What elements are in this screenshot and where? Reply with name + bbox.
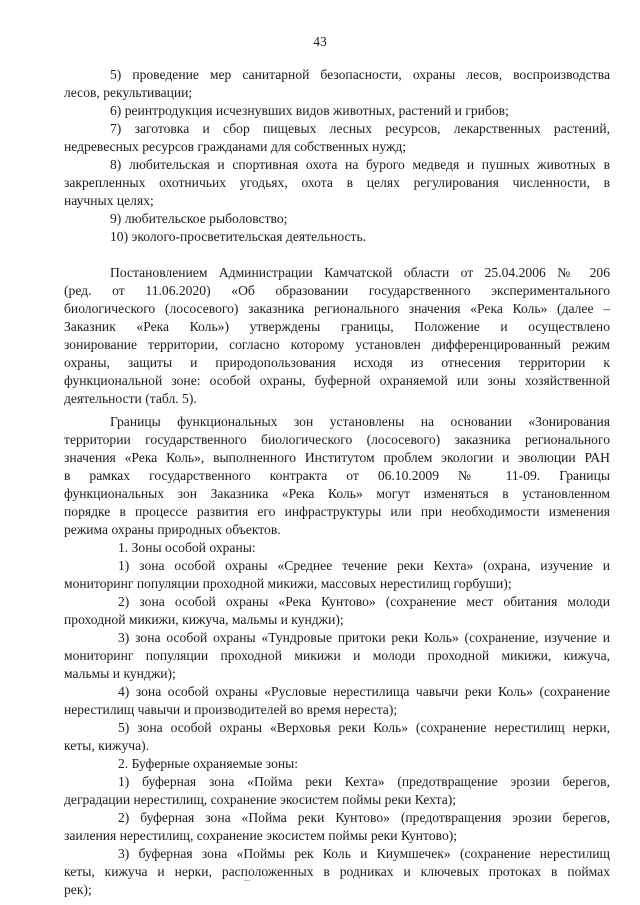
text-line: значения «Река Коль», выполненного Институтом проблем экологии и эволюции РАН bbox=[64, 450, 610, 465]
text-line: 2) буферная зона «Пойма реки Кунтово» (предотвращения эрозии берегов, bbox=[118, 810, 610, 825]
text-line: деградации нерестилищ, сохранение экосистем поймы реки Кехта); bbox=[64, 792, 457, 807]
text-line: недревесных ресурсов гражданами для собственных нужд; bbox=[64, 139, 407, 154]
section-heading: 1. Зоны особой охраны: bbox=[118, 540, 256, 555]
text-line: 4) зона особой охраны «Русловые нерестилища чавычи реки Коль» (сохранение bbox=[118, 684, 610, 699]
text-line: мальмы и кунджи); bbox=[64, 666, 176, 681]
text-line: функциональных зон Заказника «Река Коль» могут изменяться в установленном bbox=[64, 486, 610, 501]
text-line: 5) проведение мер санитарной безопасности, охраны лесов, воспроизводства bbox=[110, 67, 610, 82]
text-line: зонирование территории, согласно которому установлен дифференцированный режим bbox=[64, 337, 610, 352]
text-line: порядке в процессе развития его инфраструктуры или при необходимости изменения bbox=[64, 504, 610, 519]
text-line: Заказник «Река Коль») утверждены границы, Положение и осуществлено bbox=[64, 319, 610, 334]
text-line: 10) эколого-просветительская деятельность. bbox=[110, 229, 367, 244]
text-line: функциональной зоне: особой охраны, буферной охраняемой или зоны хозяйственной bbox=[64, 373, 610, 388]
text-line: 1) буферная зона «Поймa реки Кехта» (предотвращение эрозии берегов, bbox=[118, 774, 610, 789]
text-line: 1) зона особой охраны «Среднее течение реки Кехта» (охрана, изучение и bbox=[118, 558, 610, 573]
text-line: Постановлением Администрации Камчатской области от 25.04.2006 № 206 bbox=[110, 265, 610, 280]
text-line: 7) заготовка и сбор пищевых лесных ресурсов, лекарственных растений, bbox=[110, 121, 610, 136]
text-line: 5) зона особой охраны «Верховья реки Коль» (сохранение нерестилищ нерки, bbox=[118, 720, 610, 735]
text-line: 3) зона особой охраны «Тундровые притоки реки Коль» (сохранение, изучение и bbox=[118, 630, 610, 645]
text-line: рек); bbox=[64, 882, 92, 897]
text-line: биологического (лососевого) заказника регионального значения «Река Коль» (далее – bbox=[64, 301, 610, 316]
text-line: научных целях; bbox=[64, 193, 154, 208]
text-line: в рамках государственного контракта от 06.10.2009 № 11-09. Границы bbox=[64, 468, 610, 483]
text-line: кеты, кижуча и нерки, расположенных в родниках и ключевых протоках в поймах bbox=[64, 864, 610, 879]
page-number: 43 bbox=[313, 34, 327, 49]
text-line: охраны, защиты и природопользования исходя из отнесения территории к bbox=[64, 355, 610, 370]
text-line: режима охраны природных объектов. bbox=[64, 522, 281, 537]
text-line: территории государственного биологического (лососевого) заказника регионального bbox=[64, 432, 610, 447]
text-line: нерестилищ чавычи и производителей во время нереста); bbox=[64, 702, 398, 717]
text-line: кеты, кижуча). bbox=[64, 738, 150, 753]
text-line: деятельности (табл. 5). bbox=[64, 391, 197, 406]
text-line: 2) зона особой охраны «Река Кунтово» (сохранение мест обитания молоди bbox=[118, 594, 610, 609]
text-line: закрепленных охотничьих угодьях, охота в целях регулирования численности, в bbox=[64, 175, 610, 190]
text-line: 9) любительское рыболовство; bbox=[110, 211, 288, 226]
text-line: 6) реинтродукция исчезнувших видов животных, растений и грибов; bbox=[110, 103, 509, 118]
text-line: (ред. от 11.06.2020) «Об образовании государственного экспериментального bbox=[64, 283, 610, 298]
scan-artifact bbox=[244, 880, 250, 881]
text-line: Границы функциональных зон установлены на основании «Зонирования bbox=[110, 414, 610, 429]
text-line: 3) буферная зона «Поймы рек Коль и Киумшечек» (сохранение нерестилищ bbox=[118, 846, 610, 861]
text-line: заиления нерестилищ, сохранение экосистем поймы реки Кунтово); bbox=[64, 828, 458, 843]
text-line: мониторинг популяции проходной микижи, массовых нерестилищ горбуши); bbox=[64, 576, 512, 591]
section-heading: 2. Буферные охраняемые зоны: bbox=[118, 756, 299, 771]
text-line: проходной микижи, кижуча, мальмы и кунджи); bbox=[64, 612, 344, 627]
text-line: 8) любительская и спортивная охота на бурого медведя и пушных животных в bbox=[110, 157, 610, 172]
text-line: мониторинг популяции проходной микижи и молоди проходной микижи, кижуча, bbox=[64, 648, 610, 663]
text-line: лесов, рекультивации; bbox=[64, 85, 193, 100]
